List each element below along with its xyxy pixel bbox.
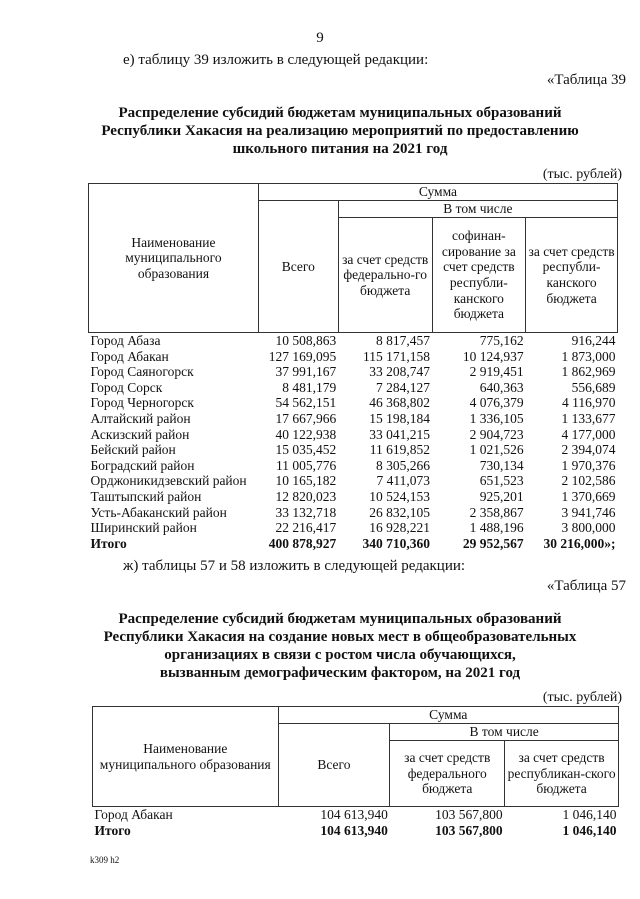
cell-value: 2 904,723 <box>469 426 524 442</box>
cell-name: Усть-Абаканский район <box>90 504 227 520</box>
cell-name: Ширинский район <box>90 520 197 536</box>
header-name: Наименование муниципального образования <box>93 707 279 807</box>
footer-code: k309 h2 <box>90 855 120 865</box>
cell-name: Орджоникидзевский район <box>90 473 247 489</box>
header-total: Всего <box>258 201 338 333</box>
cell-value: 46 368,802 <box>369 395 431 411</box>
cell-value: 33 041,215 <box>369 426 431 442</box>
table-row <box>89 395 618 411</box>
cell-value: 2 102,586 <box>561 473 616 489</box>
cell-value: 3 800,000 <box>561 520 616 536</box>
table-row <box>89 473 618 489</box>
cell-value: 29 952,567 <box>462 535 524 551</box>
cell-name: Город Саяногорск <box>90 364 194 380</box>
cell-name: Город Сорск <box>90 379 163 395</box>
cell-value: 4 177,000 <box>561 426 616 442</box>
title-line: вызванным демографическим фактором, на 2021 год <box>159 665 521 681</box>
cell-value: 1 046,140 <box>562 822 617 838</box>
cell-value: 33 208,747 <box>369 364 431 380</box>
table-row <box>89 333 618 349</box>
cell-value: 11 619,852 <box>369 442 431 458</box>
cell-value: 3 941,746 <box>561 504 616 520</box>
cell-value: 8 305,266 <box>376 457 431 473</box>
cell-value: 1 370,669 <box>561 488 616 504</box>
cell-value: 1 488,196 <box>469 520 524 536</box>
cell-value: 730,134 <box>479 457 524 473</box>
cell-value: 11 005,776 <box>276 457 337 473</box>
cell-value: 15 035,452 <box>275 442 337 458</box>
cell-value: 103 567,800 <box>435 822 503 838</box>
table-row <box>89 349 618 365</box>
cell-value: 104 613,940 <box>320 807 388 822</box>
header-fed: за счет средств федерально-го бюджета <box>338 218 432 333</box>
cell-name: Бейский район <box>90 442 176 458</box>
table-row <box>89 427 618 443</box>
cell-value: 1 970,376 <box>561 457 616 473</box>
header-sum: Сумма <box>278 707 618 724</box>
header-name: Наименование муниципального образования <box>89 184 259 333</box>
header-fed: за счет средств федерального бюджета <box>390 741 505 807</box>
item-zh: ж) таблицы 57 и 58 изложить в следующей редакции: <box>123 558 466 574</box>
cell-value: 1 862,969 <box>561 364 616 380</box>
title-line: Республики Хакасия на создание новых мест в общеобразовательных <box>103 629 577 645</box>
cell-value: 10 508,863 <box>275 333 337 348</box>
cell-value: 127 169,095 <box>268 348 337 364</box>
cell-value: 30 216,000»; <box>543 535 616 551</box>
header-total: Всего <box>278 724 390 807</box>
table-row <box>89 442 618 458</box>
cell-value: 54 562,151 <box>275 395 337 411</box>
cell-value: 16 928,221 <box>369 520 431 536</box>
cell-value: 556,689 <box>571 379 616 395</box>
cell-value: 104 613,940 <box>320 822 388 838</box>
table-row <box>89 489 618 505</box>
cell-value: 33 132,718 <box>275 504 337 520</box>
cell-value: 115 171,158 <box>363 348 431 364</box>
table57-label: «Таблица 57 <box>546 578 626 594</box>
cell-name: Итого <box>94 822 131 838</box>
cell-name: Аскизский район <box>90 426 190 442</box>
title-line: организациях в связи с ростом числа обучающихся, <box>164 647 516 663</box>
cell-value: 1 133,677 <box>561 410 616 426</box>
cell-value: 651,523 <box>479 473 524 489</box>
item-e: е) таблицу 39 изложить в следующей редакции: <box>123 52 429 68</box>
cell-value: 103 567,800 <box>435 807 503 822</box>
cell-name: Город Черногорск <box>90 395 194 411</box>
header-rep: за счет средств республи-канского бюджета <box>526 218 618 333</box>
cell-value: 2 394,074 <box>561 442 616 458</box>
table39-title <box>60 104 620 158</box>
table39-label: «Таблица 39 <box>546 72 626 88</box>
cell-name: Боградский район <box>90 457 195 473</box>
header-sum: Сумма <box>258 184 617 201</box>
cell-value: 1 021,526 <box>469 442 524 458</box>
cell-value: 916,244 <box>571 333 616 348</box>
cell-value: 8 481,179 <box>282 379 337 395</box>
title-line: школьного питания на 2021 год <box>232 141 448 157</box>
header-rep: за счет средств республикан-ского бюджета <box>505 741 619 807</box>
cell-name: Таштыпский район <box>90 488 202 504</box>
cell-name: Итого <box>90 535 127 551</box>
cell-value: 1 336,105 <box>469 410 524 426</box>
cell-value: 15 198,184 <box>369 410 431 426</box>
title-line: Распределение субсидий бюджетам муниципальных образований <box>118 611 562 627</box>
cell-value: 1 873,000 <box>561 348 616 364</box>
total-row <box>93 823 619 839</box>
cell-value: 10 165,182 <box>275 473 337 489</box>
cell-value: 4 116,970 <box>562 395 616 411</box>
cell-name: Алтайский район <box>90 410 191 426</box>
cell-name: Город Абакан <box>94 807 173 822</box>
page-number: 9 <box>316 30 324 46</box>
title-line: Республики Хакасия на реализацию мероприятий по предоставлению <box>101 123 579 139</box>
cell-value: 2 358,867 <box>469 504 524 520</box>
table39-unit: (тыс. рублей) <box>542 167 622 182</box>
header-incl: В том числе <box>390 724 619 741</box>
total-row <box>89 536 618 552</box>
cell-value: 400 878,927 <box>268 535 337 551</box>
cell-value: 26 832,105 <box>369 504 431 520</box>
table-row <box>89 505 618 521</box>
table-row <box>89 364 618 380</box>
cell-value: 7 411,073 <box>376 473 431 489</box>
table-row <box>89 520 618 536</box>
cell-value: 17 667,966 <box>275 410 337 426</box>
cell-value: 8 817,457 <box>376 333 431 348</box>
cell-value: 10 524,153 <box>369 488 431 504</box>
cell-value: 10 124,937 <box>462 348 524 364</box>
cell-value: 37 991,167 <box>275 364 337 380</box>
cell-name: Город Абаза <box>90 333 161 348</box>
cell-value: 22 216,417 <box>275 520 337 536</box>
table-row <box>93 807 619 823</box>
cell-value: 12 820,023 <box>275 488 337 504</box>
cell-value: 7 284,127 <box>376 379 431 395</box>
cell-value: 1 046,140 <box>562 807 617 822</box>
cell-value: 340 710,360 <box>362 535 431 551</box>
table57-unit: (тыс. рублей) <box>542 690 622 705</box>
table57 <box>92 706 619 838</box>
cell-value: 40 122,938 <box>275 426 337 442</box>
header-cofin: софинан-сирование за счет средств республи-канского бюджета <box>432 218 526 333</box>
header-incl: В том числе <box>338 201 617 218</box>
cell-value: 775,162 <box>479 333 524 348</box>
cell-value: 640,363 <box>479 379 524 395</box>
table-row <box>89 458 618 474</box>
cell-value: 4 076,379 <box>469 395 524 411</box>
cell-value: 925,201 <box>479 488 524 504</box>
table57-title <box>60 610 620 682</box>
cell-value: 2 919,451 <box>469 364 524 380</box>
title-line: Распределение субсидий бюджетам муниципальных образований <box>118 105 562 121</box>
cell-name: Город Абакан <box>90 348 169 364</box>
table-row <box>89 380 618 396</box>
table39 <box>88 183 618 551</box>
table-row <box>89 411 618 427</box>
